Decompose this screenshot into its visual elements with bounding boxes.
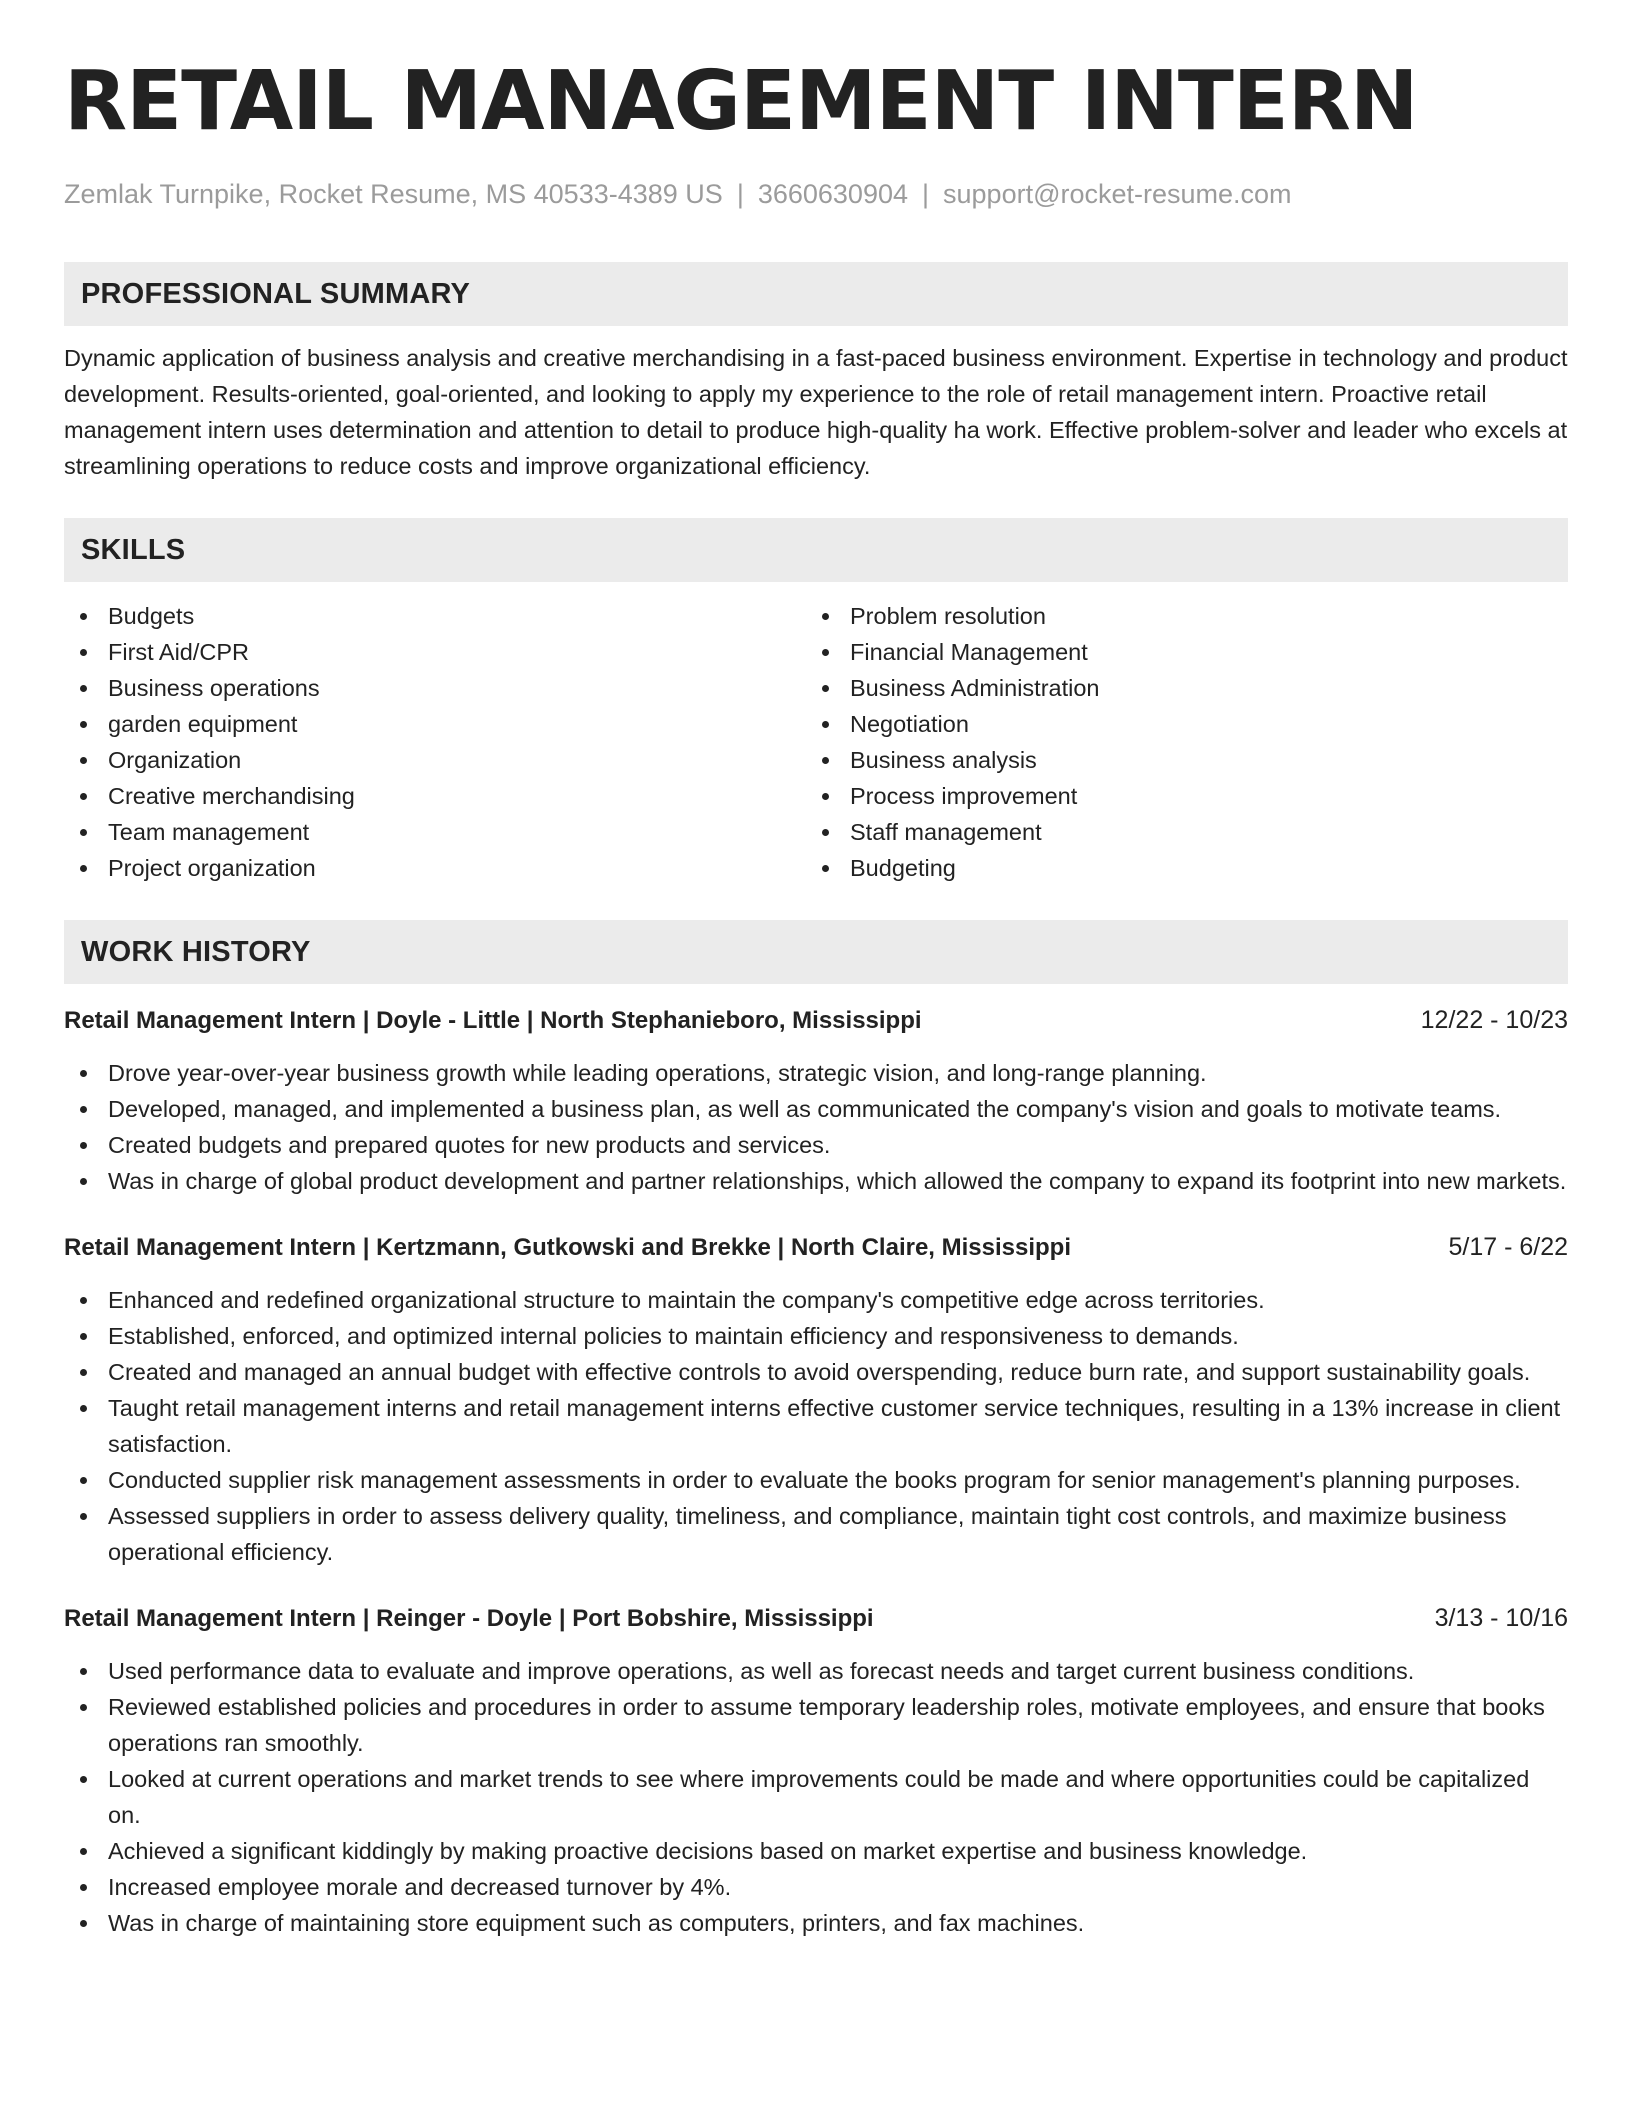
skill-item: Business analysis	[806, 742, 1548, 778]
job-bullet: Was in charge of maintaining store equipment such as computers, printers, and fax machines.	[64, 1905, 1568, 1941]
job-bullets	[64, 1653, 1568, 1941]
job-entry	[64, 1600, 1568, 1941]
job-bullet: Established, enforced, and optimized internal policies to maintain efficiency and responsiveness to demands.	[64, 1318, 1568, 1354]
contact-line	[64, 176, 1568, 212]
job-bullets	[64, 1055, 1568, 1199]
job-dates: 3/13 - 10/16	[1434, 1604, 1568, 1632]
skills-column-right	[806, 598, 1548, 886]
skill-item: First Aid/CPR	[64, 634, 806, 670]
contact-separator: |	[736, 179, 744, 209]
skill-item: Budgeting	[806, 850, 1548, 886]
skill-item: Organization	[64, 742, 806, 778]
section-header-work-history: WORK HISTORY	[64, 920, 1568, 984]
contact-phone: 3660630904	[757, 179, 908, 209]
job-bullet: Taught retail management interns and retail management interns effective customer service techniques, resulting in a 13% increase in client satisfaction.	[64, 1390, 1568, 1462]
job-bullet: Created budgets and prepared quotes for new products and services.	[64, 1127, 1568, 1163]
contact-address: Zemlak Turnpike, Rocket Resume, MS 40533-4389 US	[64, 179, 723, 209]
job-dates: 5/17 - 6/22	[1448, 1233, 1568, 1261]
job-bullet: Looked at current operations and market trends to see where improvements could be made and where opportunities could be capitalized on.	[64, 1761, 1568, 1833]
job-title: Retail Management Intern | Kertzmann, Gutkowski and Brekke | North Claire, Mississippi	[64, 1234, 1072, 1261]
skill-item: Process improvement	[806, 778, 1548, 814]
job-entry	[64, 1002, 1568, 1199]
job-title: Retail Management Intern | Doyle - Little | North Stephanieboro, Mississippi	[64, 1007, 922, 1034]
skill-item: Budgets	[64, 598, 806, 634]
job-bullet: Used performance data to evaluate and improve operations, as well as forecast needs and target current business conditions.	[64, 1653, 1568, 1689]
job-header	[64, 1229, 1568, 1266]
job-bullet: Conducted supplier risk management assessments in order to evaluate the books program for senior management's planning purposes.	[64, 1462, 1568, 1498]
skill-item: Financial Management	[806, 634, 1548, 670]
skill-item: garden equipment	[64, 706, 806, 742]
job-bullet: Drove year-over-year business growth while leading operations, strategic vision, and long-range planning.	[64, 1055, 1568, 1091]
contact-separator: |	[922, 179, 930, 209]
skills-list	[64, 598, 1568, 886]
job-bullet: Enhanced and redefined organizational structure to maintain the company's competitive edge across territories.	[64, 1282, 1568, 1318]
skill-item: Project organization	[64, 850, 806, 886]
skills-column-left	[64, 598, 806, 886]
job-entry	[64, 1229, 1568, 1570]
skill-item: Staff management	[806, 814, 1548, 850]
job-bullet: Reviewed established policies and procedures in order to assume temporary leadership roles, motivate employees, and ensure that books operations ran smoothly.	[64, 1689, 1568, 1761]
job-bullet: Created and managed an annual budget with effective controls to avoid overspending, reduce burn rate, and support sustainability goals.	[64, 1354, 1568, 1390]
job-dates: 12/22 - 10/23	[1420, 1006, 1568, 1034]
work-history-list	[64, 1002, 1568, 1941]
summary-text: Dynamic application of business analysis and creative merchandising in a fast-paced business environment. Expertise in technology and product development. Results-oriented, goal-oriented, and looking to apply my experience to the role of retail management intern. Proactive retail management intern uses determination and attention to detail to produce high-quality ha work. Effective problem-solver and leader who excels at streamlining operations to reduce costs and improve organizational efficiency.	[64, 345, 1568, 479]
job-bullet: Achieved a significant kiddingly by making proactive decisions based on market expertise and business knowledge.	[64, 1833, 1568, 1869]
section-header-skills: SKILLS	[64, 518, 1568, 582]
job-header	[64, 1600, 1568, 1637]
job-header	[64, 1002, 1568, 1039]
skill-item: Problem resolution	[806, 598, 1548, 634]
skill-item: Negotiation	[806, 706, 1548, 742]
candidate-title: RETAIL MANAGEMENT INTERN	[64, 54, 1418, 149]
job-title: Retail Management Intern | Reinger - Doyle | Port Bobshire, Mississippi	[64, 1605, 874, 1632]
skill-item: Business operations	[64, 670, 806, 706]
skill-item: Business Administration	[806, 670, 1548, 706]
job-bullet: Was in charge of global product development and partner relationships, which allowed the company to expand its footprint into new markets.	[64, 1163, 1568, 1199]
job-bullet: Assessed suppliers in order to assess delivery quality, timeliness, and compliance, maintain tight cost controls, and maximize business operational efficiency.	[64, 1498, 1568, 1570]
skill-item: Team management	[64, 814, 806, 850]
skill-item: Creative merchandising	[64, 778, 806, 814]
job-bullets	[64, 1282, 1568, 1570]
job-bullet: Increased employee morale and decreased turnover by 4%.	[64, 1869, 1568, 1905]
contact-email[interactable]: support@rocket-resume.com	[943, 179, 1292, 209]
section-header-summary: PROFESSIONAL SUMMARY	[64, 262, 1568, 326]
job-bullet: Developed, managed, and implemented a business plan, as well as communicated the company's vision and goals to motivate teams.	[64, 1091, 1568, 1127]
